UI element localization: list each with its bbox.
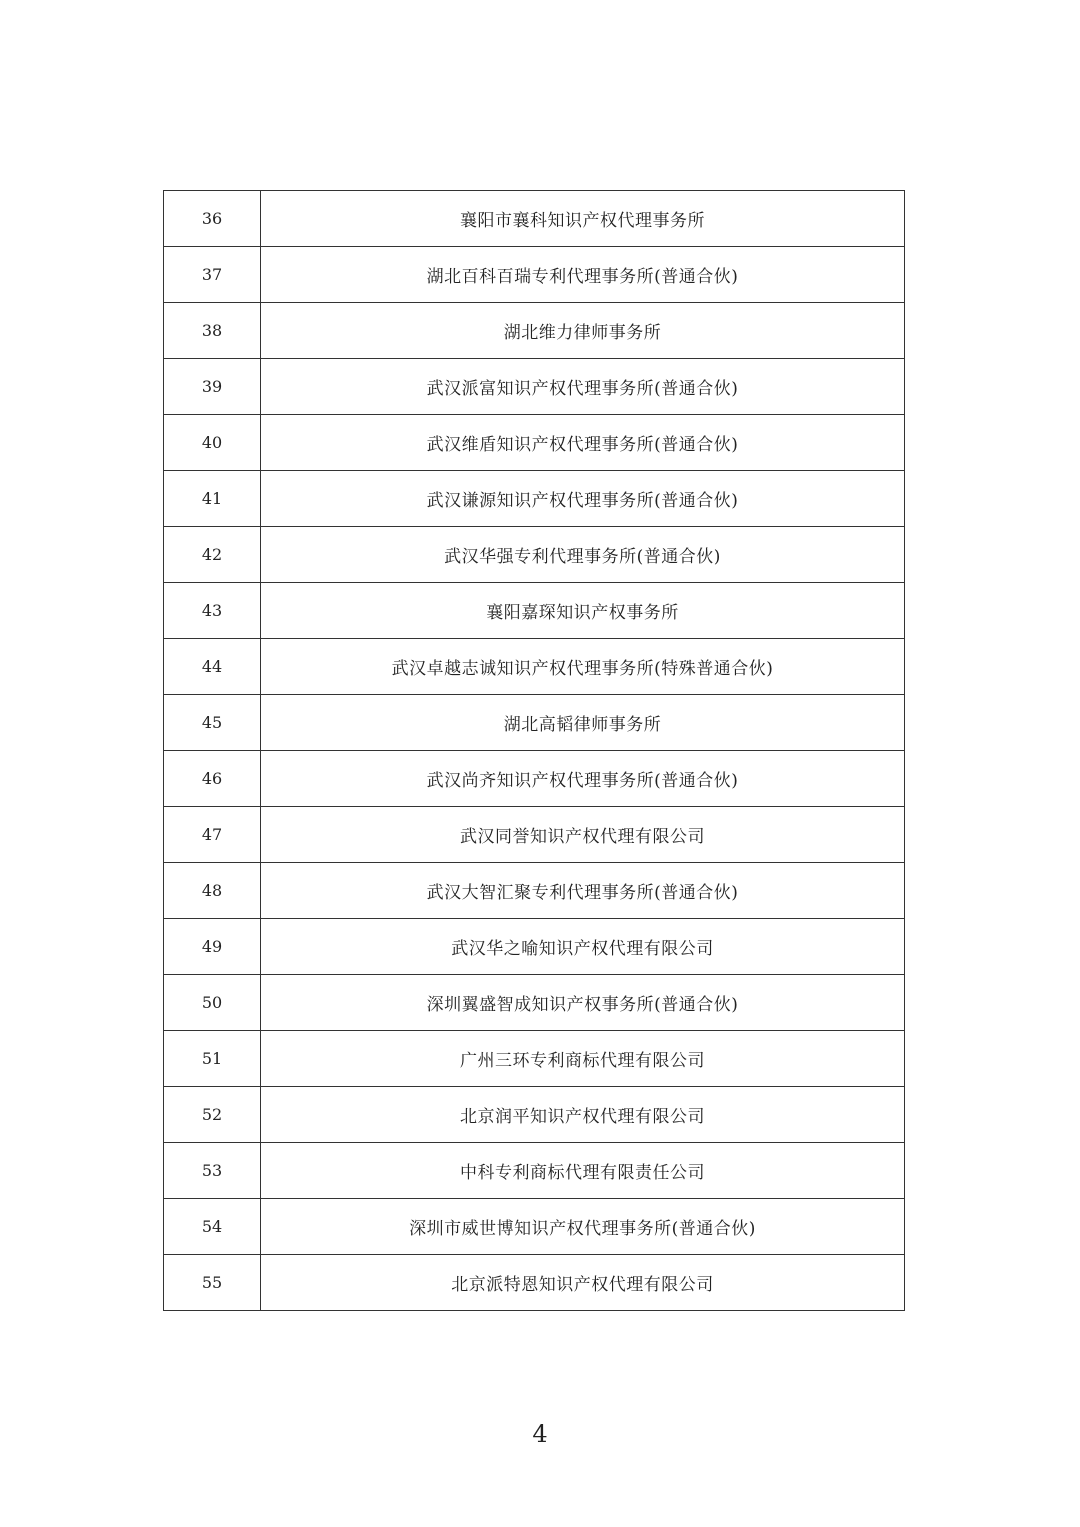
table-row <box>164 751 905 807</box>
agency-name: 中科专利商标代理有限责任公司 <box>261 1143 905 1199</box>
agency-name: 武汉华之喻知识产权代理有限公司 <box>261 919 905 975</box>
agency-name: 武汉卓越志诚知识产权代理事务所(特殊普通合伙) <box>261 639 905 695</box>
table-row <box>164 1031 905 1087</box>
row-number: 48 <box>164 863 261 919</box>
table-row <box>164 639 905 695</box>
agency-name: 深圳翼盛智成知识产权事务所(普通合伙) <box>261 975 905 1031</box>
agency-name: 武汉华强专利代理事务所(普通合伙) <box>261 527 905 583</box>
agency-name: 武汉同誉知识产权代理有限公司 <box>261 807 905 863</box>
row-number: 36 <box>164 191 261 247</box>
row-number: 50 <box>164 975 261 1031</box>
agency-list-table <box>163 190 905 1311</box>
agency-name: 武汉谦源知识产权代理事务所(普通合伙) <box>261 471 905 527</box>
agency-name: 武汉维盾知识产权代理事务所(普通合伙) <box>261 415 905 471</box>
row-number: 49 <box>164 919 261 975</box>
agency-name: 深圳市威世博知识产权代理事务所(普通合伙) <box>261 1199 905 1255</box>
table-row <box>164 1199 905 1255</box>
agency-name: 湖北维力律师事务所 <box>261 303 905 359</box>
table-row <box>164 695 905 751</box>
table-row <box>164 1143 905 1199</box>
agency-name: 湖北高韬律师事务所 <box>261 695 905 751</box>
row-number: 37 <box>164 247 261 303</box>
agency-name: 襄阳嘉琛知识产权事务所 <box>261 583 905 639</box>
agency-name: 湖北百科百瑞专利代理事务所(普通合伙) <box>261 247 905 303</box>
row-number: 39 <box>164 359 261 415</box>
row-number: 55 <box>164 1255 261 1311</box>
agency-name: 武汉尚齐知识产权代理事务所(普通合伙) <box>261 751 905 807</box>
row-number: 53 <box>164 1143 261 1199</box>
row-number: 43 <box>164 583 261 639</box>
page-number: 4 <box>532 1420 548 1448</box>
table-row <box>164 247 905 303</box>
table-row <box>164 583 905 639</box>
agency-name: 武汉大智汇聚专利代理事务所(普通合伙) <box>261 863 905 919</box>
row-number: 44 <box>164 639 261 695</box>
table-row <box>164 863 905 919</box>
table-row <box>164 415 905 471</box>
table-row <box>164 975 905 1031</box>
table-row <box>164 303 905 359</box>
row-number: 46 <box>164 751 261 807</box>
row-number: 40 <box>164 415 261 471</box>
agency-name: 武汉派富知识产权代理事务所(普通合伙) <box>261 359 905 415</box>
row-number: 38 <box>164 303 261 359</box>
table-row <box>164 527 905 583</box>
table-row <box>164 191 905 247</box>
row-number: 52 <box>164 1087 261 1143</box>
row-number: 51 <box>164 1031 261 1087</box>
row-number: 41 <box>164 471 261 527</box>
agency-name: 北京派特恩知识产权代理有限公司 <box>261 1255 905 1311</box>
agency-name: 广州三环专利商标代理有限公司 <box>261 1031 905 1087</box>
agency-name: 北京润平知识产权代理有限公司 <box>261 1087 905 1143</box>
row-number: 54 <box>164 1199 261 1255</box>
row-number: 42 <box>164 527 261 583</box>
table-row <box>164 1087 905 1143</box>
row-number: 45 <box>164 695 261 751</box>
table-row <box>164 471 905 527</box>
table-row <box>164 1255 905 1311</box>
row-number: 47 <box>164 807 261 863</box>
table-row <box>164 807 905 863</box>
agency-name: 襄阳市襄科知识产权代理事务所 <box>261 191 905 247</box>
agency-table <box>163 190 905 1311</box>
table-row <box>164 359 905 415</box>
table-row <box>164 919 905 975</box>
